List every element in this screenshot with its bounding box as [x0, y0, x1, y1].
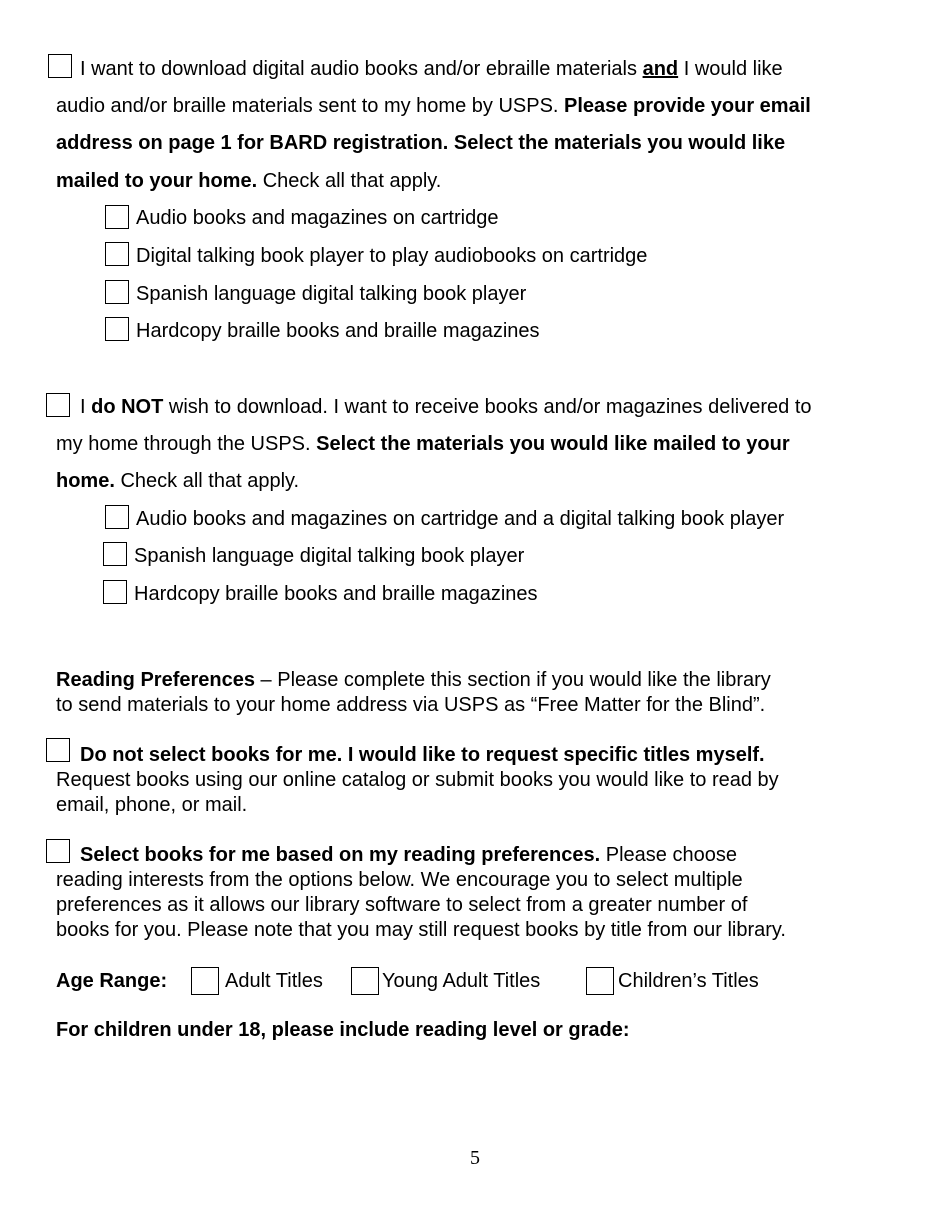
- select-for-me-title: Select books for me based on my reading preferences.: [80, 844, 601, 866]
- s1-option-label: Digital talking book player to play audiobooks on cartridge: [136, 245, 648, 267]
- section2-line-1: [80, 395, 812, 419]
- section1-intro-text-3: audio and/or braille materials sent to my home by USPS.: [56, 95, 559, 117]
- reading-preferences-text-2: to send materials to your home address via USPS as “Free Matter for the Blind”.: [56, 694, 766, 716]
- s1-option-label: Hardcopy braille books and braille magazines: [136, 320, 540, 342]
- s2-option-spanish-checkbox[interactable]: [103, 542, 127, 566]
- s1-option-braille-checkbox[interactable]: [105, 317, 129, 341]
- page-number: 5: [470, 1147, 480, 1169]
- section2-home: home.: [56, 470, 115, 492]
- childrens-titles-label: Children’s Titles: [618, 970, 759, 992]
- select-for-me-text: Please choose: [605, 844, 737, 866]
- section1-bard-instruction: address on page 1 for BARD registration. Select the materials you would like: [56, 132, 786, 154]
- section1-and-emphasis: and: [642, 58, 679, 80]
- do-not-select-title: Do not select books for me. I would like to request specific titles myself.: [80, 744, 765, 766]
- section1-intro-text: I want to download digital audio books and/or ebraille materials: [80, 58, 638, 80]
- section1-intro-text-2: I would like: [683, 58, 783, 80]
- download-and-mail-checkbox[interactable]: [48, 54, 72, 78]
- s2-option-cartridge-player-checkbox[interactable]: [105, 505, 129, 529]
- childrens-titles-checkbox[interactable]: [586, 967, 614, 995]
- section1-email-instruction: Please provide your email: [564, 95, 811, 117]
- select-for-me-text-4: books for you. Please note that you may still request books by title from our library.: [56, 919, 786, 941]
- s2-option-braille-checkbox[interactable]: [103, 580, 127, 604]
- section2-mailed-instruction: Select the materials you would like mailed to your: [316, 433, 790, 455]
- section2-intro-text: wish to download. I want to receive books and/or magazines delivered to: [168, 396, 812, 418]
- young-adult-titles-checkbox[interactable]: [351, 967, 379, 995]
- s1-option-label: Spanish language digital talking book player: [136, 283, 527, 305]
- adult-titles-checkbox[interactable]: [191, 967, 219, 995]
- section2-line-2: [56, 432, 790, 456]
- reading-preferences-intro: [56, 668, 771, 718]
- s1-option-player-checkbox[interactable]: [105, 242, 129, 266]
- reading-preferences-heading: Reading Preferences: [56, 669, 255, 691]
- section1-line-4: [56, 169, 441, 193]
- s1-option-spanish-checkbox[interactable]: [105, 280, 129, 304]
- s1-option-label: Audio books and magazines on cartridge: [136, 207, 499, 229]
- section2-do-not: do NOT: [91, 396, 164, 418]
- do-not-select-text-2: email, phone, or mail.: [56, 794, 248, 816]
- do-not-download-checkbox[interactable]: [46, 393, 70, 417]
- section1-line-1: [80, 57, 783, 81]
- section1-line-2: [56, 94, 811, 118]
- section2-intro-text-2: my home through the USPS.: [56, 433, 311, 455]
- adult-titles-label: Adult Titles: [225, 970, 323, 992]
- section1-check-all: Check all that apply.: [262, 170, 442, 192]
- select-for-me-text-3: preferences as it allows our library software to select from a greater number of: [56, 894, 748, 916]
- children-reading-level-prompt: For children under 18, please include reading level or grade:: [56, 1019, 630, 1041]
- select-for-me-block: [56, 843, 786, 943]
- s2-option-label: Hardcopy braille books and braille magazines: [134, 583, 538, 605]
- age-range-label: Age Range:: [56, 970, 168, 992]
- do-not-select-block: [56, 743, 779, 818]
- do-not-select-text: Request books using our online catalog or submit books you would like to read by: [56, 769, 779, 791]
- s2-option-label: Audio books and magazines on cartridge and a digital talking book player: [136, 508, 785, 530]
- section2-check-all: Check all that apply.: [120, 470, 300, 492]
- young-adult-titles-label: Young Adult Titles: [382, 970, 541, 992]
- s2-option-label: Spanish language digital talking book player: [134, 545, 525, 567]
- section2-i: I: [80, 396, 86, 418]
- section1-mailed-instruction: mailed to your home.: [56, 170, 258, 192]
- s1-option-cartridge-checkbox[interactable]: [105, 205, 129, 229]
- reading-preferences-text: – Please complete this section if you would like the library: [260, 669, 771, 691]
- section2-line-3: [56, 469, 299, 493]
- select-for-me-text-2: reading interests from the options below. We encourage you to select multiple: [56, 869, 743, 891]
- section1-line-3: [56, 131, 785, 155]
